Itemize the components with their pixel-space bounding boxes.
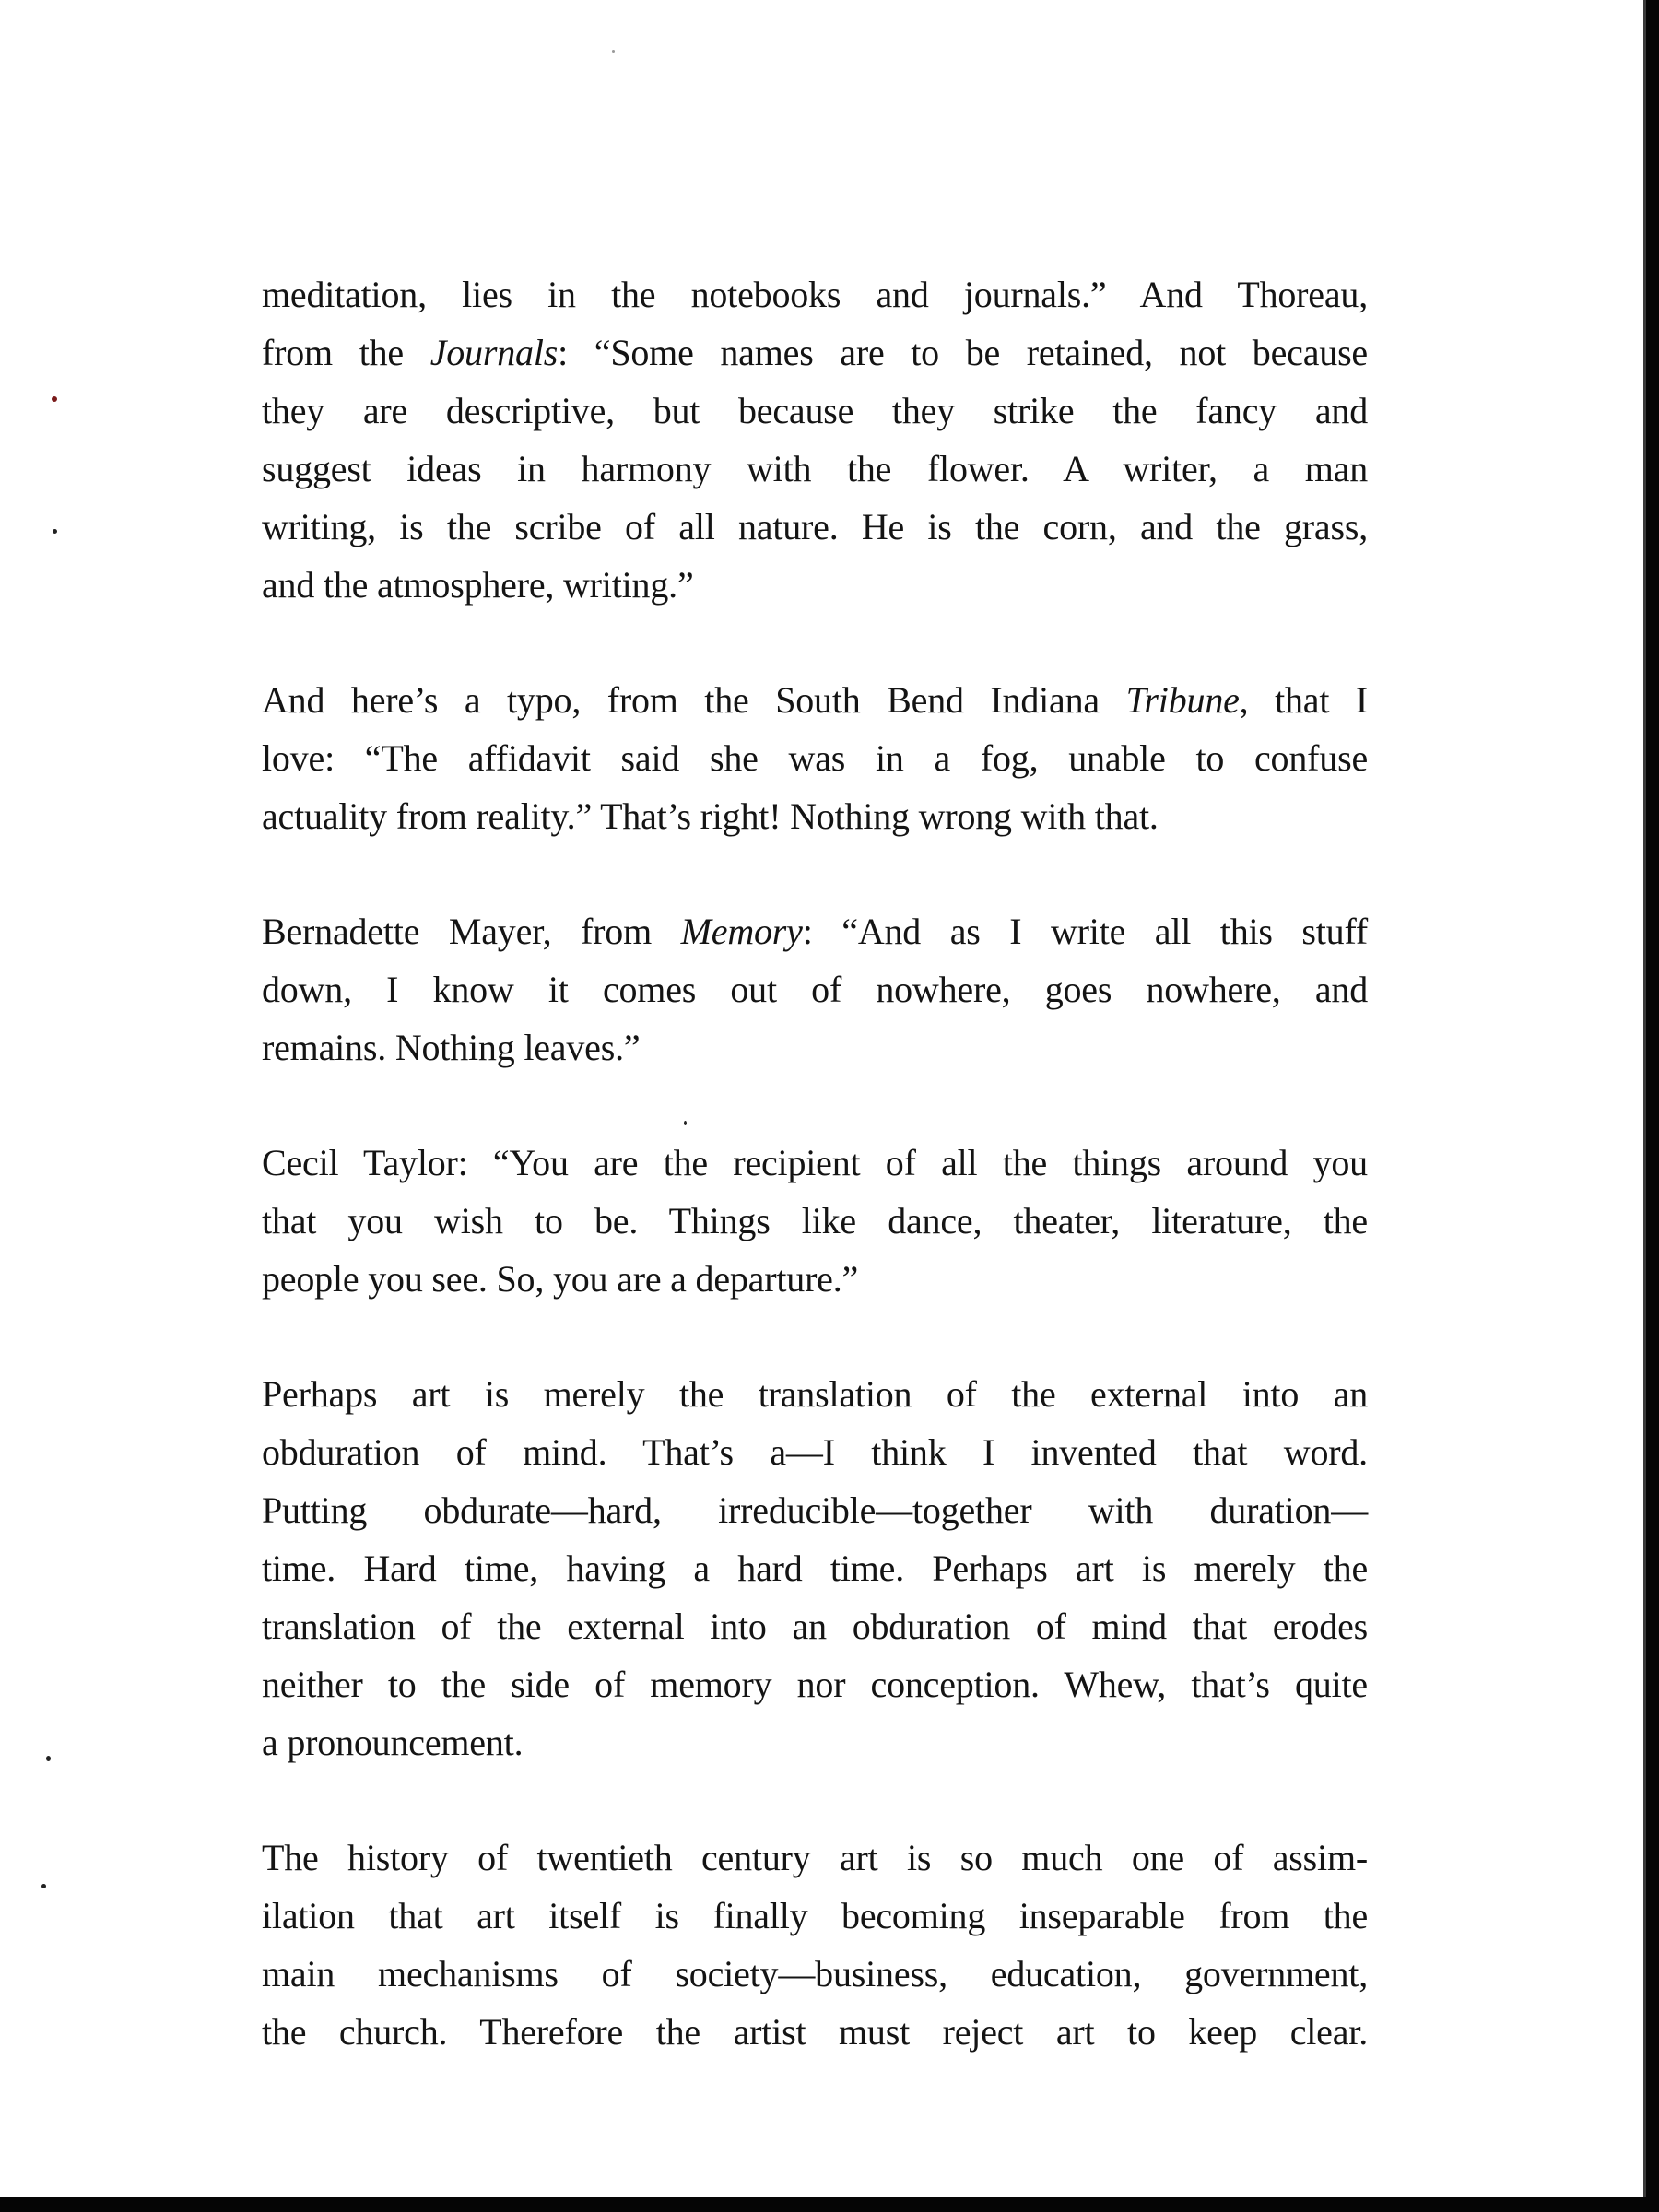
text-run: people you see. So, you are a departure.” bbox=[262, 1258, 859, 1300]
text-line bbox=[262, 902, 1368, 960]
text-run: ilation that art itself is finally becoming inseparable from the bbox=[262, 1895, 1368, 1936]
scan-border-bottom bbox=[0, 2197, 1659, 2212]
text-line bbox=[262, 1597, 1368, 1655]
text-line bbox=[262, 787, 1368, 845]
text-line bbox=[262, 1829, 1368, 1887]
text-line bbox=[262, 556, 1368, 614]
text-run: remains. Nothing leaves.” bbox=[262, 1027, 641, 1068]
paragraph bbox=[262, 671, 1368, 845]
scan-speck bbox=[52, 396, 57, 402]
text-line bbox=[262, 1655, 1368, 1713]
text-run: a pronouncement. bbox=[262, 1722, 524, 1763]
text-line bbox=[262, 729, 1368, 787]
scan-speck bbox=[46, 1756, 51, 1761]
text-run: from the bbox=[262, 332, 430, 373]
text-run: the church. Therefore the artist must reject art to keep clear. bbox=[262, 2011, 1368, 2053]
text-line bbox=[262, 324, 1368, 382]
paragraph bbox=[262, 265, 1368, 614]
scan-speck bbox=[41, 1884, 46, 1888]
text-run: suggest ideas in harmony with the flower. A writer, a man bbox=[262, 448, 1368, 489]
body-text bbox=[262, 265, 1368, 2118]
text-run: time. Hard time, having a hard time. Perhaps art is merely the bbox=[262, 1547, 1368, 1589]
scan-speck bbox=[53, 529, 57, 534]
text-line bbox=[262, 382, 1368, 440]
text-run: they are descriptive, but because they strike the fancy and bbox=[262, 390, 1368, 431]
text-run: and the atmosphere, writing.” bbox=[262, 564, 694, 606]
text-line bbox=[262, 960, 1368, 1018]
text-line bbox=[262, 1192, 1368, 1250]
text-line bbox=[262, 440, 1368, 498]
scan-speck bbox=[684, 1121, 687, 1125]
text-line bbox=[262, 1713, 1368, 1771]
paragraph bbox=[262, 1365, 1368, 1771]
text-run: that you wish to be. Things like dance, theater, literature, the bbox=[262, 1200, 1368, 1241]
text-run: Putting obdurate—hard, irreducible—together with duration— bbox=[262, 1489, 1368, 1531]
italic-title: Journals bbox=[429, 332, 559, 373]
text-line bbox=[262, 1945, 1368, 2003]
text-run: : “Some names are to be retained, not because bbox=[558, 332, 1368, 373]
text-line bbox=[262, 1134, 1368, 1192]
paragraph bbox=[262, 902, 1368, 1077]
text-run: Bernadette Mayer, from bbox=[262, 911, 681, 952]
text-line bbox=[262, 1887, 1368, 1945]
text-line bbox=[262, 1250, 1368, 1308]
text-run: writing, is the scribe of all nature. He is the corn, and the grass, bbox=[262, 506, 1368, 547]
text-run: actuality from reality.” That’s right! Nothing wrong with that. bbox=[262, 795, 1159, 837]
text-run: Cecil Taylor: “You are the recipient of all the things around you bbox=[262, 1142, 1368, 1183]
text-run: And here’s a typo, from the South Bend Indiana bbox=[262, 679, 1126, 721]
text-line bbox=[262, 265, 1368, 324]
paragraph bbox=[262, 1134, 1368, 1308]
text-run: main mechanisms of society—business, education, government, bbox=[262, 1953, 1368, 1994]
text-run: translation of the external into an obduration of mind that erodes bbox=[262, 1606, 1368, 1647]
text-run: Perhaps art is merely the translation of the external into an bbox=[262, 1373, 1368, 1415]
text-run: The history of twentieth century art is so much one of assim- bbox=[262, 1837, 1368, 1878]
italic-title: Memory bbox=[680, 911, 803, 952]
text-run: , that I bbox=[1239, 679, 1369, 721]
paragraph bbox=[262, 1829, 1368, 2061]
text-run: neither to the side of memory nor conception. Whew, that’s quite bbox=[262, 1664, 1368, 1705]
text-line bbox=[262, 1481, 1368, 1539]
text-line bbox=[262, 671, 1368, 729]
text-line bbox=[262, 1365, 1368, 1423]
text-run: obduration of mind. That’s a—I think I invented that word. bbox=[262, 1431, 1368, 1473]
text-run: meditation, lies in the notebooks and journals.” And Thoreau, bbox=[262, 274, 1368, 315]
text-line bbox=[262, 2003, 1368, 2061]
scan-speck bbox=[612, 50, 615, 53]
text-line bbox=[262, 1423, 1368, 1481]
text-run: : “And as I write all this stuff bbox=[802, 911, 1368, 952]
text-line bbox=[262, 1018, 1368, 1077]
text-run: love: “The affidavit said she was in a fog, unable to confuse bbox=[262, 737, 1368, 779]
text-run: down, I know it comes out of nowhere, goes nowhere, and bbox=[262, 969, 1368, 1010]
scan-border-right bbox=[1646, 0, 1659, 2212]
text-line bbox=[262, 498, 1368, 556]
text-line bbox=[262, 1539, 1368, 1597]
italic-title: Tribune bbox=[1125, 679, 1240, 721]
